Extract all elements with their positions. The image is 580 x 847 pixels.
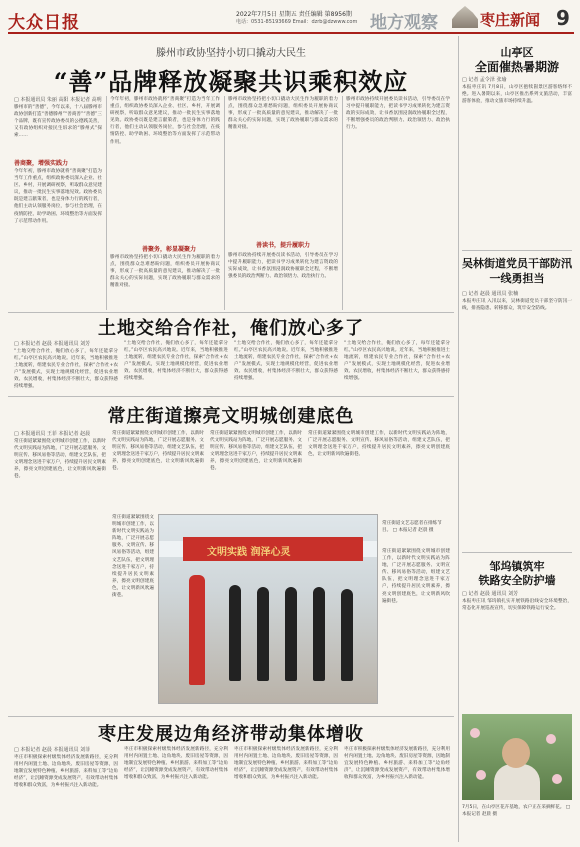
lead-body-1b: 今年年初，滕州市政协就将“善商聚”打造为当年工作重点，组织政协委员深入企业、社区、乡村，开展调研视察，听取群众意见建议，推动一批民生实事落地见效。政协委员既是建言献策者，也是身体力行的践行者，他们主动认领服务岗位，参与社会治理，在疫情防控、助学助困、环境整治等方面发挥了示范带动作用。 xyxy=(110,97,220,145)
story4-body-3: 枣庄市积极探索村级集体经济发展新路径，充分利用村内闲置土地、边角地块、废旧房屋等资源，因地制宜发展特色种植、乡村旅游、来料加工等“边角经济”，让沉睡资源变成发展资产，有效带动村集体增收和群众致富，为乡村振兴注入新动能。 xyxy=(234,747,338,781)
side3-title-1: 邹坞镇筑牢 xyxy=(489,560,545,573)
side1-body: 本报枣庄讯 7月8日，山亭区抱犊崮景区游客络绎不绝。进入暑期以来，山亭区推出系列文旅活动，丰富游客体验，推动文旅市场持续升温。 xyxy=(462,85,572,105)
side3-title-2: 铁路安全防护墙 xyxy=(478,574,556,587)
story4-body-2: 枣庄市积极探索村级集体经济发展新路径，充分利用村内闲置土地、边角地块、废旧房屋等资源，因地制宜发展特色种植、乡村旅游、来料加工等“边角经济”，让沉睡资源变成发展资产，有效带动村集体增收和群众致富，为乡村振兴注入新动能。 xyxy=(124,747,228,781)
side3-byline: □ 记者 赵晨 通讯员 刘芳 xyxy=(462,591,519,597)
lead-kicker: 滕州市政协坚持小切口撬动大民生 xyxy=(156,48,306,59)
side2-body: 本报枣庄讯 入汛以来，吴林街道党员干部坚守防汛一线，排查隐患、转移群众，筑牢安全防线。 xyxy=(462,299,572,312)
pagoda-icon xyxy=(452,6,478,28)
sidebar-rule xyxy=(462,552,572,553)
story4-headline: 枣庄发展边角经济带动集体增收 xyxy=(98,724,364,745)
contact-line: 电话：0531-85193669 Email：dzrb@dzwww.com xyxy=(236,19,358,25)
newspaper-logo: 大众日报 xyxy=(8,13,80,33)
dancer-figure xyxy=(285,587,297,681)
dancer-figure xyxy=(257,587,269,681)
column-divider xyxy=(342,96,343,310)
lead-intro: 滕州市的“善德”，今年以来，十八届滕州市政协创新打造“善德滕州”“善商善”“善德”三个品牌，既有宣传政协委员的公德践美善，又有政协组织对接民生诉求的“滕州式”探索…… xyxy=(14,105,102,139)
story3-body-6: 常庄街道紧紧围绕文明城市创建工作，以新时代文明实践站为阵地，广泛开展志愿服务、文明宣传、移风易俗等活动，组建文艺队伍，把文明理念送进千家万户，持续提升居民文明素养，擦亮文明创建底色，让文明新风吹遍街巷。 xyxy=(382,549,450,604)
sidebar-rule xyxy=(462,250,572,251)
story3-body-2: 常庄街道紧紧围绕文明城市创建工作，以新时代文明实践站为阵地，广泛开展志愿服务、文明宣传、移风易俗等活动，组建文艺队伍，把文明理念送进千家万户，持续提升居民文明素养，擦亮文明创建底色，让文明新风吹遍街巷。 xyxy=(112,431,204,472)
section-rule xyxy=(8,716,454,717)
rehearsal-photo xyxy=(158,514,378,704)
lead-subhead-1: 善商聚，增强实践力 xyxy=(14,160,69,167)
date-line: 2022年7月5日 星期五 责任编辑 第8956期 xyxy=(236,11,352,18)
story3-body-1: 常庄街道紧紧围绕文明城市创建工作，以新时代文明实践站为阵地，广泛开展志愿服务、文明宣传、移风易俗等活动，组建文艺队伍，把文明理念送进千家万户，持续提升居民文明素养，擦亮文明创建底色，让文明新风吹遍街巷。 xyxy=(14,439,106,480)
lead-subhead-3: 善读书，提升履职力 xyxy=(256,242,311,249)
lead-body-3: 滕州市政协持续开展委员读书活动，引导委员在学习中提升履职能力，把读书学习成果转化为建言资政的实际成效，让书香氛围浸润政协履职全过程，不断增强委员的政治判断力、政治领悟力、政治执行力。 xyxy=(228,253,338,280)
story4-byline: □ 本报记者 赵晨 本报通讯员 刘菲 xyxy=(14,747,91,753)
person-face xyxy=(502,738,530,768)
story2-byline: □ 本报记者 赵晨 本报通讯员 刘芳 xyxy=(14,341,91,347)
photo-caption: 常庄街道文艺志愿者在排练节目。 □ 本报记者 赵晨 摄 xyxy=(382,521,442,533)
story2-headline: 土地交给合作社，俺们放心多了 xyxy=(98,318,364,339)
dancer-figure xyxy=(341,589,353,681)
story3-body-4: 常庄街道紧紧围绕文明城市创建工作，以新时代文明实践站为阵地，广泛开展志愿服务、文明宣传、移风易俗等活动，组建文艺队伍，把文明理念送进千家万户，持续提升居民文明素养，擦亮文明创建底色，让文明新风吹遍街巷。 xyxy=(308,431,450,458)
page-number: 9 xyxy=(556,6,570,30)
story2-body-4: “土地交给合作社，俺们放心多了，每年还能拿分红。”山亭区农民高兴地说。近年来，当地积极推进土地流转，组建农民专业合作社，探索“合作社+农户”发展模式，实现土地规模化经营，促进农业增效、农民增收，村集体经济不断壮大，群众获得感持续增强。 xyxy=(344,341,450,382)
person-figure xyxy=(494,764,540,800)
dancer-figure xyxy=(313,587,325,681)
masthead xyxy=(8,6,574,34)
flower-shape xyxy=(470,728,480,738)
lead-byline: □ 本报通讯员 朱丽 高阳 本报记者 高明 xyxy=(14,97,102,103)
dancer-figure xyxy=(189,575,205,685)
photo-banner-text: 文明实践 润泽心灵 xyxy=(207,547,291,558)
story2-body-1: “土地交给合作社，俺们放心多了，每年还能拿分红。”山亭区农民高兴地说。近年来，当地积极推进土地流转，组建农民专业合作社，探索“合作社+农户”发展模式，实现土地规模化经营，促进农业增效、农民增收，村集体经济不断壮大，群众获得感持续增强。 xyxy=(14,349,118,390)
dancer-figure xyxy=(229,585,241,681)
lead-body-1: 今年年初，滕州市政协就将“善商聚”打造为当年工作重点，组织政协委员深入企业、社区、乡村，开展调研视察，听取群众意见建议，推动一批民生实事落地见效。政协委员既是建言献策者，也是身体力行的践行者，他们主动认领服务岗位，参与社会治理，在疫情防控、助学助困、环境整治等方面发挥了示范带动作用。 xyxy=(14,169,102,224)
side2-title: 吴林街道党员干部防汛一线勇担当 xyxy=(462,257,572,285)
side-photo-caption: 7月5日，在山亭区花卉基地，农户正在采摘鲜花。 □ 本报记者 赵晨 摄 xyxy=(462,805,571,817)
column-divider xyxy=(224,96,225,310)
section-rule xyxy=(8,396,454,397)
section-rule xyxy=(8,312,454,313)
flower-shape xyxy=(552,774,562,784)
side1-title-1: 山亭区 xyxy=(500,46,534,59)
column-divider xyxy=(106,96,107,310)
section-title: 地方观察 xyxy=(370,13,438,33)
lead-body-2b: 滕州市政协坚持把小切口撬动大民生作为履职的着力点，围绕群众急难愁盼问题，组织委员开展协商议事，形成了一批高质量的意见建议，推动解决了一批群众关心的实际问题，实现了政协履职与群众需求的精准对接。 xyxy=(228,97,338,131)
story3-body-5: 常庄街道紧紧围绕文明城市创建工作，以新时代文明实践站为阵地，广泛开展志愿服务、文明宣传、移风易俗等活动，组建文艺队伍，把文明理念送进千家万户，持续提升居民文明素养，擦亮文明创建底色，让文明新风吹遍街巷。 xyxy=(112,515,154,599)
story2-body-2: “土地交给合作社，俺们放心多了，每年还能拿分红。”山亭区农民高兴地说。近年来，当地积极推进土地流转，组建农民专业合作社，探索“合作社+农户”发展模式，实现土地规模化经营，促进农业增效、农民增收，村集体经济不断壮大，群众获得感持续增强。 xyxy=(124,341,228,382)
flower-shape xyxy=(476,770,486,780)
lead-body-3b: 滕州市政协持续开展委员读书活动，引导委员在学习中提升履职能力，把读书学习成果转化为建言资政的实际成效，让书香氛围浸润政协履职全过程，不断增强委员的政治判断力、政治领悟力、政治执行力。 xyxy=(346,97,450,131)
story3-body-3: 常庄街道紧紧围绕文明城市创建工作，以新时代文明实践站为阵地，广泛开展志愿服务、文明宣传、移风易俗等活动，组建文艺队伍，把文明理念送进千家万户，持续提升居民文明素养，擦亮文明创建底色，让文明新风吹遍街巷。 xyxy=(210,431,302,472)
story4-body-1: 枣庄市积极探索村级集体经济发展新路径，充分利用村内闲置土地、边角地块、废旧房屋等资源，因地制宜发展特色种植、乡村旅游、来料加工等“边角经济”，让沉睡资源变成发展资产，有效带动村集体增收和群众致富，为乡村振兴注入新动能。 xyxy=(14,755,118,789)
lead-body-2: 滕州市政协坚持把小切口撬动大民生作为履职的着力点，围绕群众急难愁盼问题，组织委员开展协商议事，形成了一批高质量的意见建议，推动解决了一批群众关心的实际问题，实现了政协履职与群众需求的精准对接。 xyxy=(110,255,220,289)
sidebar-divider xyxy=(458,36,459,842)
photo-banner xyxy=(183,537,363,561)
story3-headline: 常庄街道擦亮文明城创建底色 xyxy=(107,406,355,427)
side1-title-2: 全面催热暑期游 xyxy=(474,60,559,74)
section-subtitle: 枣庄新闻 xyxy=(480,11,541,29)
lead-headline: “善”品牌释放凝聚共识乘积效应 xyxy=(53,67,409,96)
story4-body-4: 枣庄市积极探索村级集体经济发展新路径，充分利用村内闲置土地、边角地块、废旧房屋等资源，因地制宜发展特色种植、乡村旅游、来料加工等“边角经济”，让沉睡资源变成发展资产，有效带动村集体增收和群众致富，为乡村振兴注入新动能。 xyxy=(344,747,450,781)
side3-body: 本报枣庄讯 邹坞镇扎实开展铁路沿线安全环境整治，常态化开展巡查宣传，切实保障铁路运行安全。 xyxy=(462,599,572,612)
side2-byline: □ 记者 赵晨 通讯员 张楠 xyxy=(462,291,519,297)
flower-shape xyxy=(546,734,556,744)
lead-subhead-2: 善聚务，彰显凝聚力 xyxy=(142,246,197,253)
story3-byline: □ 本报通讯员 王菲 本报记者 赵晨 xyxy=(14,431,91,437)
flower-harvest-photo xyxy=(462,714,572,800)
side1-byline: □ 记者 孟令泽 张瑜 xyxy=(462,77,507,83)
story2-body-3: “土地交给合作社，俺们放心多了，每年还能拿分红。”山亭区农民高兴地说。近年来，当地积极推进土地流转，组建农民专业合作社，探索“合作社+农户”发展模式，实现土地规模化经营，促进农业增效、农民增收，村集体经济不断壮大，群众获得感持续增强。 xyxy=(234,341,338,382)
